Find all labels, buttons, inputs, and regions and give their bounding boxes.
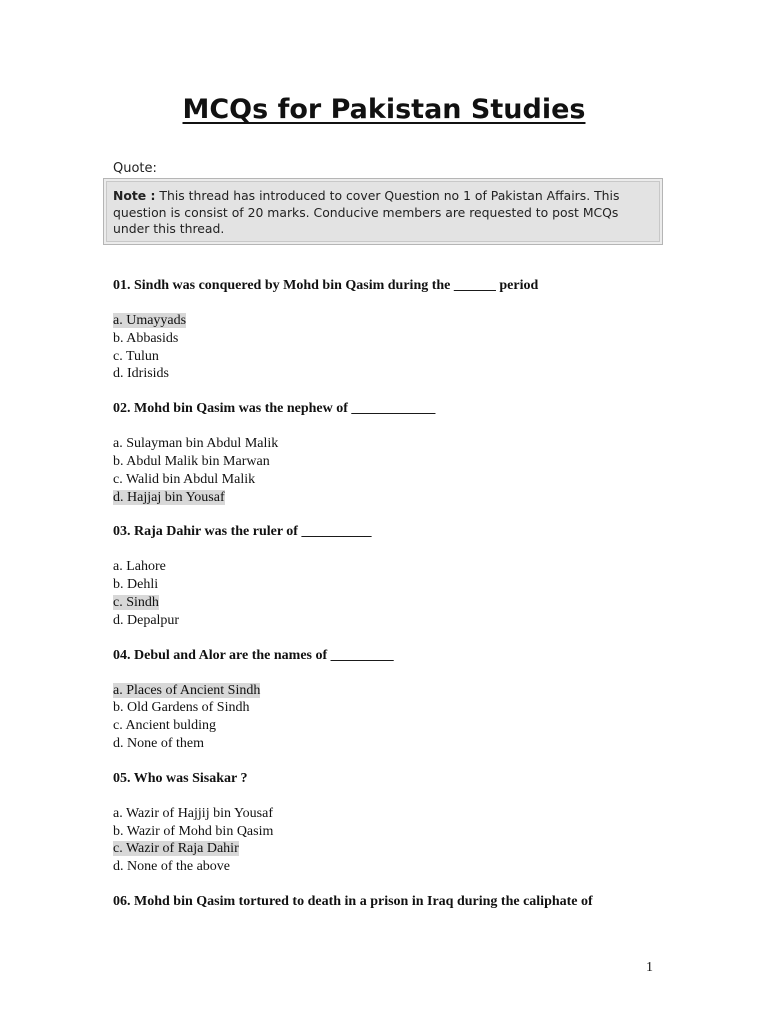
- answer-option: [113, 699, 713, 717]
- answer-option: [113, 330, 713, 348]
- answer-option-text: c. Ancient bulding: [113, 718, 217, 734]
- correct-answer-highlight: c. Sindh: [113, 594, 159, 610]
- answer-option: [113, 348, 713, 366]
- note-text: This thread has introduced to cover Question no 1 of Pakistan Affairs. This question is consist of 20 marks. Conducive members are requested to post MCQs under this thread.: [113, 188, 620, 236]
- answer-option-text: a. Wazir of Hajjij bin Yousaf: [113, 805, 273, 821]
- correct-answer-highlight: c. Wazir of Raja Dahir: [113, 841, 239, 857]
- answer-option: [113, 612, 713, 630]
- answer-option: [113, 805, 713, 823]
- answer-option: [113, 858, 713, 876]
- question-text: 03. Raja Dahir was the ruler of __________: [113, 524, 372, 540]
- correct-answer-highlight: d. Hajjaj bin Yousaf: [113, 489, 225, 505]
- page-title: MCQs for Pakistan Studies: [182, 94, 586, 125]
- answer-option-text: b. Abdul Malik bin Marwan: [113, 453, 270, 469]
- answer-option: [113, 594, 713, 612]
- answer-option-text: d. None of them: [113, 735, 204, 751]
- question-list: [113, 277, 713, 911]
- answer-option-text: b. Old Gardens of Sindh: [113, 700, 250, 716]
- answer-option-text: a. Sulayman bin Abdul Malik: [113, 436, 279, 452]
- question-text: 06. Mohd bin Qasim tortured to death in a prison in Iraq during the caliphate of: [113, 893, 593, 909]
- correct-answer-highlight: a. Umayyads: [113, 313, 187, 328]
- question-text: 04. Debul and Alor are the names of _________: [113, 647, 394, 663]
- answer-option-text: b. Wazir of Mohd bin Qasim: [113, 823, 274, 839]
- question-text: 01. Sindh was conquered by Mohd bin Qasim during the ______ period: [113, 278, 539, 293]
- answer-option: [113, 576, 713, 594]
- answer-option: [113, 489, 713, 507]
- answer-option: [113, 312, 713, 330]
- answer-option-text: d. None of the above: [113, 859, 231, 875]
- question-block: [113, 647, 713, 770]
- question-block: [113, 277, 713, 400]
- question-text: 02. Mohd bin Qasim was the nephew of ____________: [113, 401, 436, 417]
- answer-option: [113, 365, 713, 383]
- question-block: [113, 893, 713, 911]
- answer-option: [113, 558, 713, 576]
- answer-option: [113, 453, 713, 471]
- page-number: 1: [646, 960, 653, 975]
- answer-option: [113, 735, 713, 753]
- question-block: [113, 770, 713, 893]
- question-text: 05. Who was Sisakar ?: [113, 770, 248, 786]
- answer-option-text: b. Abbasids: [113, 330, 179, 346]
- answer-option: [113, 471, 713, 489]
- correct-answer-highlight: a. Places of Ancient Sindh: [113, 682, 261, 698]
- note-label: Note :: [113, 188, 156, 203]
- answer-option: [113, 435, 713, 453]
- quote-note-box: [103, 178, 663, 245]
- question-block: [113, 400, 713, 523]
- answer-option-text: a. Lahore: [113, 559, 166, 575]
- answer-option-text: d. Idrisids: [113, 366, 169, 382]
- answer-option: [113, 823, 713, 841]
- answer-option: [113, 717, 713, 735]
- quote-label: Quote:: [113, 161, 157, 176]
- answer-option-text: c. Tulun: [113, 348, 159, 364]
- question-block: [113, 523, 713, 646]
- answer-option: [113, 840, 713, 858]
- answer-option-text: b. Dehli: [113, 577, 159, 593]
- answer-option-text: d. Depalpur: [113, 612, 180, 628]
- answer-option-text: c. Walid bin Abdul Malik: [113, 471, 256, 487]
- answer-option: [113, 682, 713, 700]
